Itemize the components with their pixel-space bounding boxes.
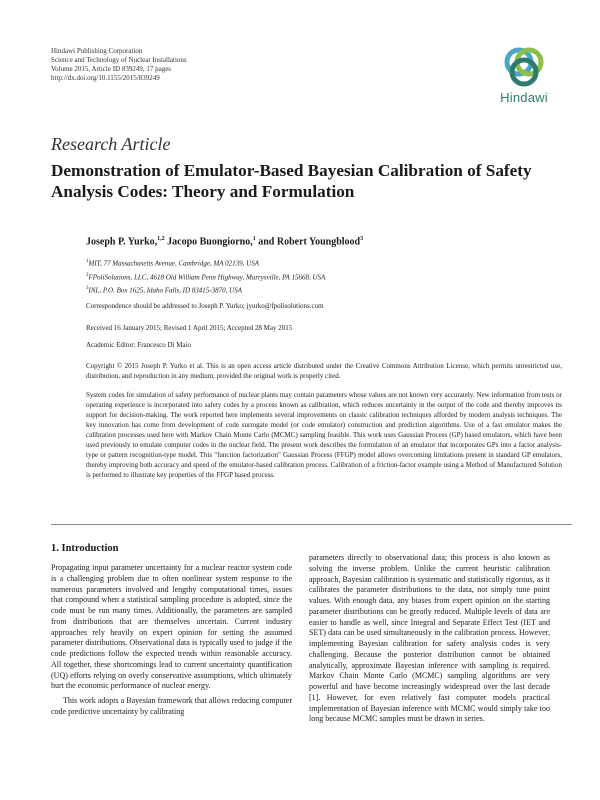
author-separator: and	[255, 236, 277, 248]
affiliation-list	[86, 256, 562, 296]
article-title: Demonstration of Emulator-Based Bayesian Calibration of Safety Analysis Codes: Theory and Formulation	[51, 161, 532, 201]
publisher-name: Hindawi Publishing Corporation	[51, 47, 143, 55]
author-name[interactable]: Joseph P. Yurko,	[86, 236, 158, 248]
author-affil-marker: 1	[252, 236, 256, 242]
body-paragraph: parameters directly to observational data; this process is also known as solving the inverse problem. Unlike the current heuristic calibration approach, Bayesian calibration is systematic and statistically rigorous, as it calibrates the parameter distributions to the data, not simply tune point values. With enough data, any biases from expert opinion on the starting parameter distributions can be greatly reduced. Multiple levels of data are easier to handle as well, since Integral and Separate Effect Test (IET and SET) data can be used simultaneously in the calibration process. However, implementing Bayesian calibration for safety analysis codes is very challenging. Because the posterior distribution cannot be obtained analytically, approximate Bayesian inference with sampling is required. Markov Chain Monte Carlo (MCMC) sampling algorithms are very powerful and have become increasingly widespread over the last decade [1]. However, for even relatively fast computer models practical implementation of Bayesian inference with MCMC would simply take too long because MCMC samples must be drawn in series.	[309, 553, 550, 724]
academic-editor: Academic Editor: Francesco Di Maio	[86, 341, 191, 350]
author-affil-marker: 1,2	[157, 236, 165, 242]
affiliation-item	[86, 283, 562, 296]
hindawi-rings-icon	[500, 45, 548, 89]
author-name[interactable]: Robert Youngblood	[276, 236, 361, 248]
author-name[interactable]: Jacopo Buongiorno,	[167, 236, 253, 248]
affiliation-marker: 1	[86, 259, 89, 265]
affiliation-text: INL, P.O. Box 1625, Idaho Falls, ID 83415-3870, USA	[88, 286, 242, 295]
doi-link[interactable]: http://dx.doi.org/10.1155/2015/839249	[51, 74, 160, 82]
article-type: Research Article	[51, 134, 171, 154]
affiliation-marker: 3	[86, 285, 89, 291]
author-list	[86, 233, 562, 248]
body-column-right	[309, 553, 550, 725]
logo-wordmark: Hindawi	[500, 90, 548, 105]
author-affil-marker: 3	[360, 236, 364, 242]
affiliation-text: FPoliSolutions, LLC, 4618 Old William Penn Highway, Murrysville, PA 15668, USA	[88, 272, 326, 281]
journal-name: Science and Technology of Nuclear Installations	[51, 56, 187, 64]
affiliation-text: MIT, 77 Massachusetts Avenue, Cambridge, MA 02139, USA	[88, 259, 260, 268]
section-divider	[51, 524, 572, 525]
body-paragraph: This work adopts a Bayesian framework that allows reducing computer code predictive uncertainty by calibrating	[51, 696, 292, 716]
correspondence-note: Correspondence should be addressed to Joseph P. Yurko; jyurko@fpolisolutions.com	[86, 302, 324, 311]
copyright-notice: Copyright © 2015 Joseph P. Yurko et al. This is an open access article distributed under the Creative Commons Attribution License, which permits unrestricted use, distribution, and reproduction in any medium, provided the original work is properly cited.	[86, 362, 562, 381]
publisher-logo	[494, 45, 554, 107]
affiliation-marker: 2	[86, 272, 89, 278]
body-paragraph: Propagating input parameter uncertainty for a nuclear reactor system code is a challenging problem due to often nonlinear system response to the numerous parameters involved and lengthy computational times, issues that compound when a statistical sampling procedure is adopted, since the code must be run many times. Additionally, the parameters are sampled from distributions that are themselves uncertain. Current industry approaches rely heavily on expert opinion for setting the assumed parameter distributions. Observational data is typically used to judge if the code predictions follow the expected trends within reasonable accuracy. All together, these shortcomings lead to current uncertainty quantification (UQ) efforts relying on overly conservative assumptions, which ultimately hurt the economic performance of nuclear energy.	[51, 563, 292, 691]
received-dates: Received 16 January 2015; Revised 1 April 2015; Accepted 28 May 2015	[86, 324, 293, 333]
journal-header	[51, 47, 187, 83]
front-matter	[86, 233, 562, 480]
affiliation-item	[86, 256, 562, 269]
volume-info: Volume 2015, Article ID 839249, 17 pages	[51, 65, 172, 73]
affiliation-item	[86, 270, 562, 283]
abstract-text: System codes for simulation of safety performance of nuclear plants may contain parameters whose values are not known very accurately. New information from tests or operating experience is incorporated into safety codes by a process known as calibration, which reduces uncertainty in the output of the code and thereby improves its support for decision-making. The work reported here implements several improvements on classic calibration techniques afforded by modern analysis techniques. The key innovation has come from development of code surrogate model (or code emulator) construction and prediction algorithms. Use of a fast emulator makes the calibration processes used here with Markov Chain Monte Carlo (MCMC) sampling feasible. This work uses Gaussian Process (GP) based emulators, which have been used previously to emulate computer codes in the nuclear field. The present work describes the formulation of an emulator that incorporates GPs into a factor analysis-type or pattern recognition-type model. This "function factorization" Gaussian Process (FFGP) model allows overcoming limitations present in standard GP emulators, thereby improving both accuracy and speed of the emulator-based calibration process. Calibration of a friction-factor example using a Method of Manufactured Solution is performed to illustrate key properties of the FFGP based process.	[86, 391, 562, 479]
body-column-left	[51, 543, 292, 718]
section-heading: 1. Introduction	[51, 543, 119, 554]
